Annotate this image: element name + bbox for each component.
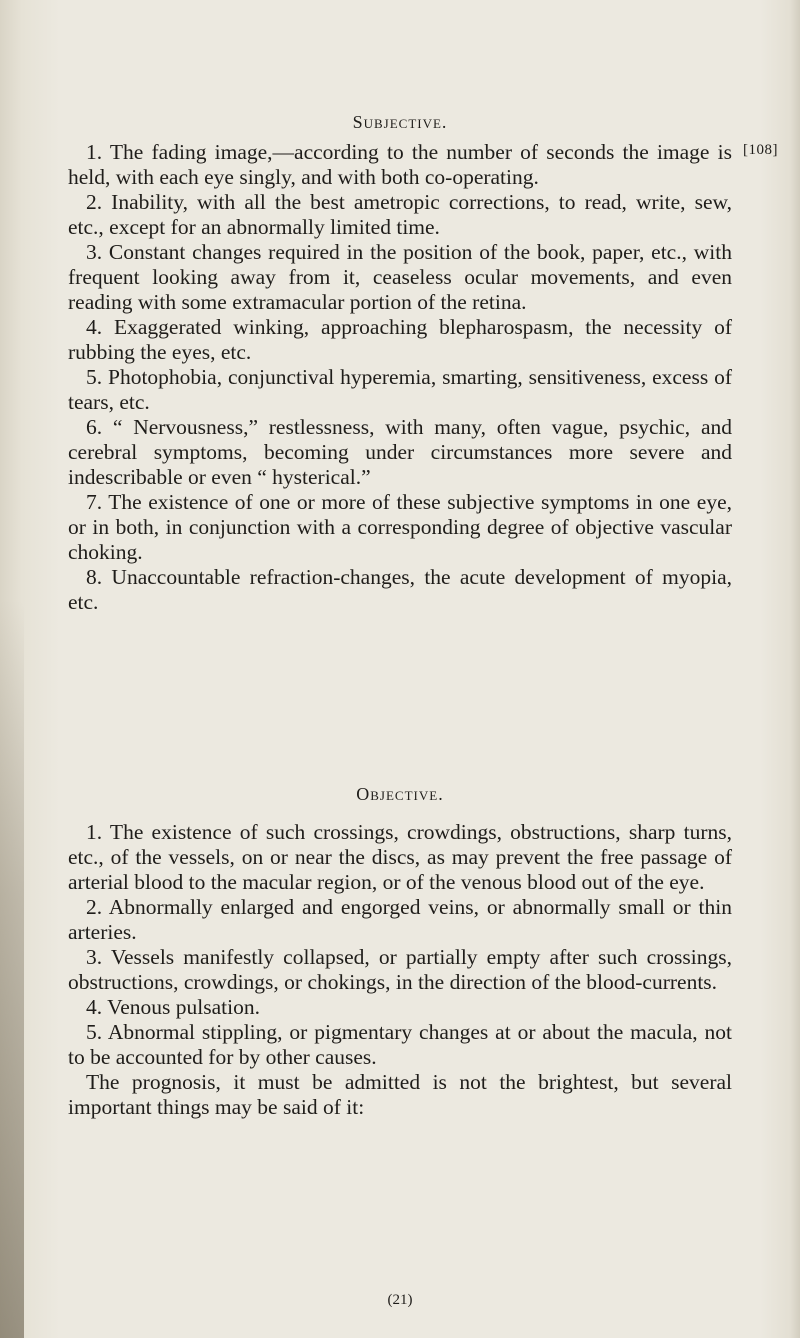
- subjective-list: [68, 140, 732, 615]
- page-gutter-shadow: [0, 600, 24, 1338]
- paragraph: 1. The existence of such crossings, crowdings, obstructions, sharp turns, etc., of the vessels, on or near the discs, as may prevent the free passage of arterial blood to the macular region, or of the venous blood out of the eye.: [68, 820, 732, 894]
- page-number: (21): [387, 1292, 413, 1308]
- paragraph: 2. Abnormally enlarged and engorged veins, or abnormally small or thin arteries.: [68, 895, 732, 944]
- margin-reference: [108]: [743, 142, 778, 158]
- paragraph: 8. Unaccountable refraction-changes, the acute development of myopia, etc.: [68, 565, 732, 614]
- paragraph: 2. Inability, with all the best ametropic corrections, to read, write, sew, etc., except for an abnormally limited time.: [68, 190, 732, 239]
- paragraph: 4. Venous pulsation.: [86, 995, 260, 1019]
- paragraph: 6. “ Nervousness,” restlessness, with many, often vague, psychic, and cerebral symptoms, becoming under circumstances more severe and indescribable or even “ hysterical.”: [68, 415, 732, 489]
- paragraph: 3. Vessels manifestly collapsed, or partially empty after such crossings, obstructions, crowdings, or chokings, in the direction of the blood-currents.: [68, 945, 732, 994]
- paragraph: 3. Constant changes required in the position of the book, paper, etc., with frequent looking away from it, ceaseless ocular movements, and even reading with some extramacular portion of the retina.: [68, 240, 732, 314]
- objective-list: [68, 820, 732, 1120]
- section-heading-subjective: Subjective.: [352, 112, 448, 132]
- paragraph: 1. The fading image,—according to the number of seconds the image is held, with each eye singly, and with both co-operating.: [68, 140, 732, 189]
- paragraph: 5. Abnormal stippling, or pigmentary changes at or about the macula, not to be accounted for by other causes.: [68, 1020, 732, 1069]
- paragraph: The prognosis, it must be admitted is not the brightest, but several important things may be said of it:: [68, 1070, 732, 1119]
- section-heading-objective: Objective.: [356, 784, 444, 804]
- paragraph: 7. The existence of one or more of these subjective symptoms in one eye, or in both, in conjunction with a corresponding degree of objective vascular choking.: [68, 490, 732, 564]
- paragraph: 5. Photophobia, conjunctival hyperemia, smarting, sensitiveness, excess of tears, etc.: [68, 365, 732, 414]
- paragraph: 4. Exaggerated winking, approaching blepharospasm, the necessity of rubbing the eyes, etc.: [68, 315, 732, 364]
